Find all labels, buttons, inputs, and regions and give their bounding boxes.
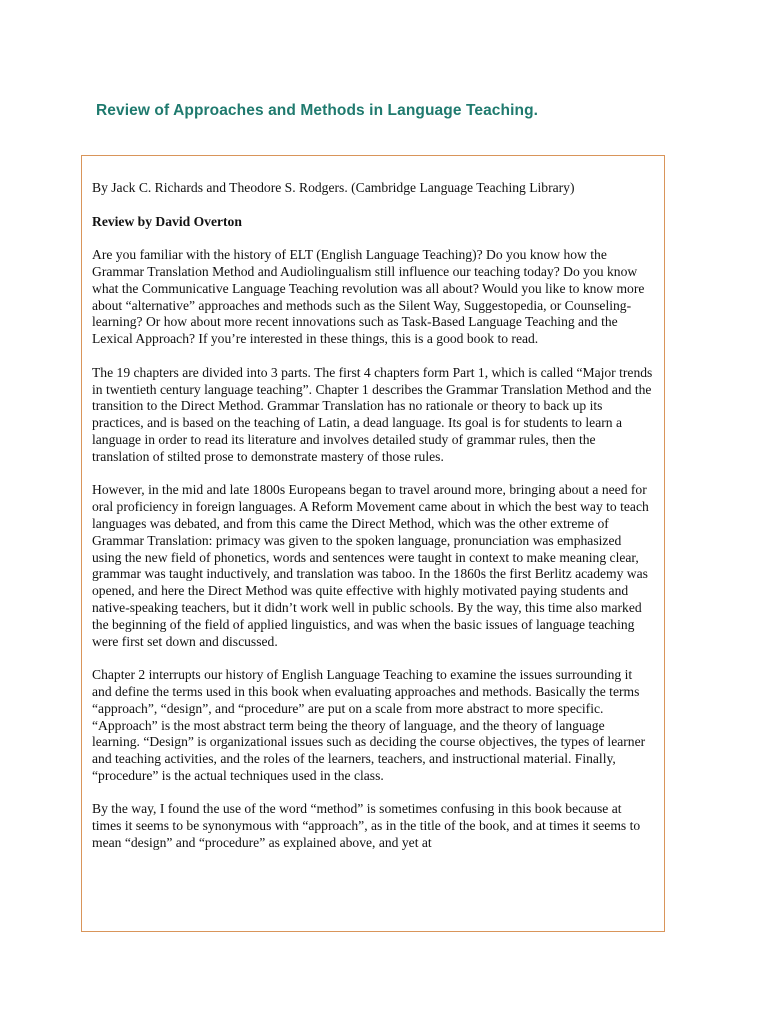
authors-line: By Jack C. Richards and Theodore S. Rodgers. (Cambridge Language Teaching Library): [92, 180, 575, 195]
paragraph-chapter-2: Chapter 2 interrupts our history of English Language Teaching to examine the issues surrounding it and define the terms used in this book when evaluating approaches and methods. Basically the terms “approach”, “design”, and “procedure” are put on a scale from more abstract to more specific. “Approach” is the most abstract term being the theory of language, and the theory of language learning. “Design” is organizational issues such as deciding the course objectives, the types of learner and teaching activities, and the roles of the learners, teachers, and instructional material. Finally, “procedure” is the actual techniques used in the class.: [92, 667, 646, 783]
review-body: [92, 180, 654, 869]
paragraph-intro: Are you familiar with the history of ELT (English Language Teaching)? Do you know how the Grammar Translation Method and Audiolingualism still influence our teaching today? Do you know what the Communicative Language Teaching revolution was all about? Would you like to know more about “alternative” approaches and methods such as the Silent Way, Suggestopedia, or Counseling-learning? Or how about more recent innovations such as Task-Based Language Teaching and the Lexical Approach? If you’re interested in these things, this is a good book to read.: [92, 247, 645, 347]
paragraph-method-term: By the way, I found the use of the word “method” is sometimes confusing in this book because at times it seems to be synonymous with “approach”, as in the title of the book, and at times it seems to mean “design” and “procedure” as explained above, and yet at: [92, 801, 641, 851]
document-title: Review of Approaches and Methods in Language Teaching.: [96, 102, 539, 119]
review-box: [81, 155, 665, 932]
paragraph-direct-method: However, in the mid and late 1800s Europeans began to travel around more, bringing about a need for oral proficiency in foreign languages. A Reform Movement came about in which the best way to teach languages was debated, and from this came the Direct Method, which was the other extreme of Grammar Translation: primacy was given to the spoken language, pronunciation was emphasized using the new field of phonetics, words and sentences were taught in context to make meaning clear, grammar was taught inductively, and translation was taboo. In the 1860s the first Berlitz academy was opened, and here the Direct Method was quite effective with highly motivated paying students and native-speaking teachers, but it didn’t work well in public schools. By the way, this time also marked the beginning of the field of applied linguistics, and was when the basic issues of language teaching were first set down and discussed.: [92, 482, 649, 649]
reviewer-line: Review by David Overton: [92, 213, 242, 229]
paragraph-chapters: The 19 chapters are divided into 3 parts. The first 4 chapters form Part 1, which is called “Major trends in twentieth century language teaching”. Chapter 1 describes the Grammar Translation Method and the transition to the Direct Method. Grammar Translation has no rationale or theory to back up its practices, and is based on the teaching of Latin, a dead language. Its goal is for students to learn a language in order to read its literature and involves detailed study of grammar rules, then the translation of stilted prose to demonstrate mastery of those rules.: [92, 364, 653, 464]
